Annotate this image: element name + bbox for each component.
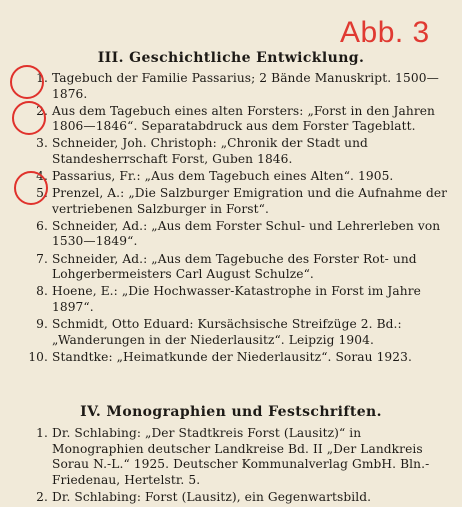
history-entry [0,104,462,135]
entry-text: Standtke: „Heimatkunde der Niederlausitz“. Sorau 1923. [52,349,412,364]
entry-text: Prenzel, A.: „Die Salzburger Emigration und die Aufnahme der vertriebenen Salzburger in Forst“. [52,186,448,216]
annotation-circle-entry-2 [12,101,46,135]
entry-number: 2. [36,103,48,118]
history-entry [0,136,462,167]
monograph-entry [0,426,462,488]
figure-label: Abb. 3 [340,16,430,49]
history-entry [0,317,462,348]
entry-number: 6. [36,218,48,233]
entry-text: Schmidt, Otto Eduard: Kursächsische Streifzüge 2. Bd.: „Wanderungen in der Niederlausitz“. Leipzig 1904. [52,316,402,347]
entry-text: Tagebuch der Familie Passarius; 2 Bände Manuskript. 1500—1876. [52,71,439,101]
history-entry [0,169,462,185]
entry-text: Schneider, Ad.: „Aus dem Tagebuche des Forster Rot- und Lohgerbermeisters Carl August Schulze“. [52,251,417,282]
entry-number: 7. [36,251,48,266]
entry-number: 4. [36,169,48,184]
monograph-entry [0,490,462,506]
entry-number: 1. [36,71,48,85]
history-entry [0,284,462,315]
entry-text: Dr. Schlabing: Forst (Lausitz), ein Gegenwartsbild. [52,489,372,504]
entry-number: 10. [28,349,48,364]
entry-text: Dr. Schlabing: „Der Stadtkreis Forst (Lausitz)“ in Monographien deutscher Landkreise Bd. II „Der Landkreis Sorau N.-L.“ 1925. Deutscher Kommunalverlag GmbH. Bln.-Friedenau, Hertelstr. 5. [52,426,430,487]
history-entry [0,350,462,366]
history-entry [0,252,462,283]
entry-text: Aus dem Tagebuch eines alten Forsters: „Forst in den Jahren 1806—1846“. Separatabdruck aus dem Forster Tageblatt. [52,103,436,134]
entry-number: 2. [36,489,48,504]
entry-text: Schneider, Ad.: „Aus dem Forster Schul- und Lehrerleben von 1530—1849“. [52,218,441,249]
entry-number: 8. [36,284,48,299]
history-entry [0,71,462,102]
bibliography-list-3 [0,71,462,367]
entry-text: Passarius, Fr.: „Aus dem Tagebuch eines Alten“. 1905. [52,169,394,184]
bibliography-list-4 [0,426,462,507]
section-heading-4: IV. Monographien und Festschriften. [80,404,382,420]
history-entry [0,186,462,217]
entry-number: 1. [36,426,48,440]
entry-text: Schneider, Joh. Christoph: „Chronik der Stadt und Standesherrschaft Forst, Guben 1846. [52,136,368,166]
entry-number: 5. [36,186,48,201]
entry-text: Hoene, E.: „Die Hochwasser-Katastrophe in Forst im Jahre 1897“. [52,284,421,314]
entry-number: 3. [36,136,48,151]
annotation-circle-entry-1 [10,65,44,99]
entry-number: 9. [36,316,48,331]
history-entry [0,219,462,250]
annotation-circle-entry-4 [14,171,48,205]
section-heading-3: III. Geschichtliche Entwicklung. [97,50,365,66]
